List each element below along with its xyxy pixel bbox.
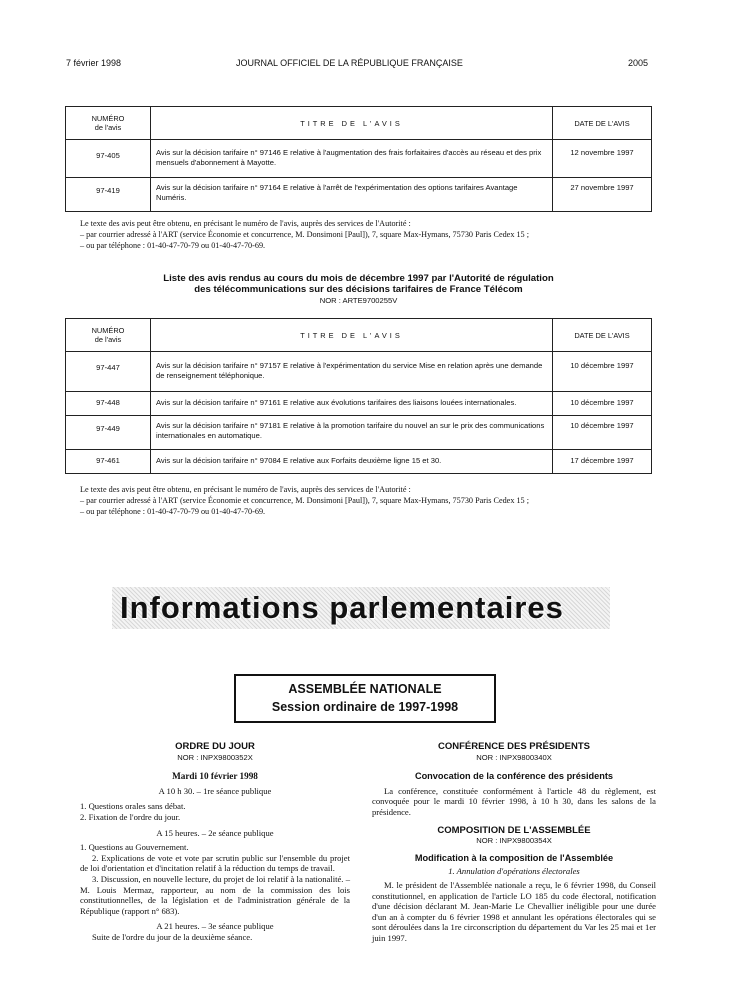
composition-subtitle: Modification à la composition de l'Assemblée — [414, 852, 614, 863]
agenda-title: ORDRE DU JOUR — [175, 741, 255, 752]
avis-number: 97-419 — [66, 178, 151, 212]
nor-reference: NOR : INPX9800340X — [476, 752, 552, 762]
session-heading: A 10 h 30. – 1re séance publique — [158, 785, 272, 796]
column-header-titre: TITRE DE L'AVIS — [151, 107, 553, 140]
session-title: Session ordinaire de 1997-1998 — [271, 700, 459, 714]
nor-reference: NOR : INPX9800354X — [476, 836, 552, 846]
note-line: – par courrier adressé à l'ART (service Économie et concurrence, M. Donsimoni [Paul]), 7, square Max-Hymans, 75730 Paris Cedex 15 ; — [80, 496, 529, 505]
avis-title: Avis sur la décision tarifaire n° 97084 E relative aux Forfaits deuxième ligne 15 et 30. — [151, 450, 553, 474]
table-row — [66, 450, 652, 474]
right-column — [372, 742, 656, 944]
table-row — [66, 140, 652, 178]
table-row — [66, 352, 652, 392]
composition-text: M. le président de l'Assemblée nationale a reçu, le 6 février 1998, du Conseil constitutionnel, en application de l'article LO 185 du code électoral, notification d'une décision déclarant M. Jean-Marie Le Chevallier inéligible pour une durée d'un an à compter du 6 février 1998 et annulant les opérations électorales qui se sont déroulées dans la 1re circonscription du département du Var les 25 mai et 1er juin 1997. — [372, 879, 656, 943]
section-title-line: Liste des avis rendus au cours du mois de décembre 1997 par l'Autorité de régulation — [163, 273, 554, 284]
column-header-titre: TITRE DE L'AVIS — [151, 319, 553, 352]
table-row — [66, 416, 652, 450]
agenda-item: 3. Discussion, en nouvelle lecture, du projet de loi relatif à la nationalité. – M. Louis Mermaz, rapporteur, au nom de la commission des lois constitutionnelles, de la législation et de l'administration générale de la République (rapport n° 683). — [80, 873, 350, 916]
avis-date: 10 décembre 1997 — [553, 392, 652, 416]
journal-title: JOURNAL OFFICIEL DE LA RÉPUBLIQUE FRANÇAISE — [236, 58, 463, 68]
avis-number: 97-448 — [66, 392, 151, 416]
agenda-item: 1. Questions orales sans débat. — [80, 801, 186, 812]
nor-reference: NOR : ARTE9700255V — [319, 296, 398, 305]
contact-note-2 — [80, 484, 529, 517]
column-header-numero: NUMÉRO de l'avis — [66, 319, 151, 352]
composition-title: COMPOSITION DE L'ASSEMBLÉE — [437, 824, 591, 836]
conference-subtitle: Convocation de la conférence des présidents — [414, 771, 614, 782]
table-row — [66, 392, 652, 416]
assembly-box — [234, 674, 496, 723]
note-line: Le texte des avis peut être obtenu, en précisant le numéro de l'avis, auprès des services de l'Autorité : — [80, 219, 411, 228]
agenda-item: 2. Explications de vote et vote par scrutin public sur l'ensemble du projet de loi d'orientation et d'incitation relatif à la réduction du temps de travail. — [80, 852, 350, 874]
avis-title: Avis sur la décision tarifaire n° 97157 E relative à l'expérimentation du service Mise en relation après une demande de renseignement téléphonique. — [151, 352, 553, 392]
note-line: – ou par téléphone : 01-40-47-70-79 ou 01-40-47-70-69. — [80, 241, 266, 250]
avis-date: 27 novembre 1997 — [553, 178, 652, 212]
column-header-date: DATE DE L'AVIS — [553, 319, 652, 352]
composition-item: 1. Annulation d'opérations électorales — [448, 866, 580, 877]
nor-reference: NOR : INPX9800352X — [177, 752, 253, 762]
conference-text: La conférence, constituée conformément à l'article 48 du règlement, est convoquée pour le mardi 10 février 1998, à 10 h 30, dans les salons de la présidence. — [372, 785, 656, 817]
avis-title: Avis sur la décision tarifaire n° 97161 E relative aux évolutions tarifaires des liaisons louées internationales. — [151, 392, 553, 416]
agenda-item: 2. Fixation de l'ordre du jour. — [80, 811, 181, 822]
assembly-title: ASSEMBLÉE NATIONALE — [288, 682, 442, 696]
section-title — [65, 273, 652, 306]
table-header-row — [66, 319, 652, 352]
session-heading: A 15 heures. – 2e séance publique — [156, 827, 274, 838]
avis-table-december — [65, 318, 652, 474]
note-line: – ou par téléphone : 01-40-47-70-79 ou 01-40-47-70-69. — [80, 507, 266, 516]
session-heading: A 21 heures. – 3e séance publique — [156, 921, 274, 932]
avis-table-november — [65, 106, 652, 212]
banner-title: Informations parlementaires — [120, 590, 564, 625]
conference-title: CONFÉRENCE DES PRÉSIDENTS — [437, 741, 591, 752]
agenda-item: 1. Questions au Gouvernement. — [80, 842, 189, 853]
header-date: 7 février 1998 — [66, 58, 122, 68]
section-title-line: des télécommunications sur des décisions tarifaires de France Télécom — [194, 284, 523, 295]
column-header-date: DATE DE L'AVIS — [553, 107, 652, 140]
avis-title: Avis sur la décision tarifaire n° 97181 E relative à la promotion tarifaire du nouvel an sur le prix des communications internationales en automatique. — [151, 416, 553, 450]
avis-number: 97-449 — [66, 416, 151, 450]
table-row — [66, 178, 652, 212]
avis-title: Avis sur la décision tarifaire n° 97146 E relative à l'augmentation des frais forfaitaires d'accès au réseau et des prix mensuels d'abonnement à Mayotte. — [151, 140, 553, 178]
avis-number: 97-405 — [66, 140, 151, 178]
agenda-item: Suite de l'ordre du jour de la deuxième séance. — [92, 931, 253, 942]
note-line: Le texte des avis peut être obtenu, en précisant le numéro de l'avis, auprès des services de l'Autorité : — [80, 485, 411, 494]
agenda-day: Mardi 10 février 1998 — [172, 771, 258, 782]
left-column — [80, 742, 350, 943]
table-header-row — [66, 107, 652, 140]
avis-date: 10 décembre 1997 — [553, 352, 652, 392]
avis-number: 97-447 — [66, 352, 151, 392]
section-banner — [112, 587, 610, 629]
contact-note-1 — [80, 218, 529, 251]
column-header-numero: NUMÉRO de l'avis — [66, 107, 151, 140]
avis-title: Avis sur la décision tarifaire n° 97164 E relative à l'arrêt de l'expérimentation des options tarifaires Avantage Numéris. — [151, 178, 553, 212]
avis-date: 17 décembre 1997 — [553, 450, 652, 474]
page-number: 2005 — [628, 58, 649, 68]
avis-date: 10 décembre 1997 — [553, 416, 652, 450]
avis-date: 12 novembre 1997 — [553, 140, 652, 178]
avis-number: 97-461 — [66, 450, 151, 474]
note-line: – par courrier adressé à l'ART (service Économie et concurrence, M. Donsimoni [Paul]), 7, square Max-Hymans, 75730 Paris Cedex 15 ; — [80, 230, 529, 239]
